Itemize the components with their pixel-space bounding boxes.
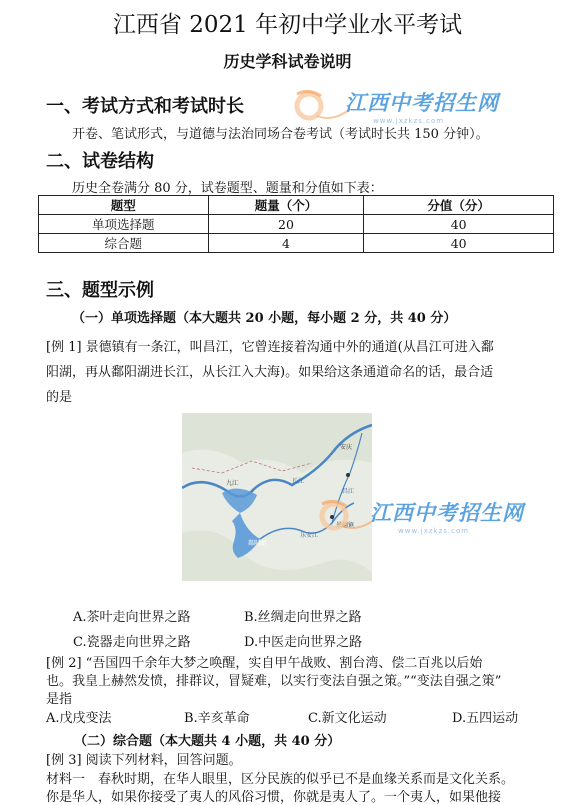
section2-heading: 二、试卷结构 (46, 151, 154, 172)
map-label: 安庆 (340, 444, 353, 451)
example3-line: [例 3] 阅读下列材料，回答问题。 (46, 753, 242, 768)
part1-heading: （一）单项选择题（本大题共 20 小题，每小题 2 分，共 40 分） (72, 311, 457, 326)
table-header: 题型 (39, 196, 209, 215)
page-subtitle: 历史学科试卷说明 (223, 52, 352, 71)
table-cell: 综合题 (39, 234, 209, 253)
section2-text: 历史全卷满分 80 分，试卷题型、题量和分值如下表： (72, 181, 383, 196)
map-label: 景德镇 (336, 522, 355, 529)
map-label: 乐安江 (300, 532, 319, 539)
watermark (312, 496, 524, 536)
material1-line: 材料一 春秋时期，在华人眼里，区分民族的似乎已不是血缘关系而是文化关系。 (46, 772, 515, 787)
example2-line: 也。我皇上赫然发愤，排群议，冒疑难，以实行变法自强之策。”“变法自强之策” (46, 674, 502, 689)
option-d: D.五四运动 (452, 711, 519, 726)
table-cell: 20 (208, 215, 364, 234)
map-label: 九江 (226, 480, 239, 487)
section1-text: 开卷、笔试形式，与道德与法治同场合卷考试（考试时长共 150 分钟）。 (72, 127, 489, 142)
table-header-row (39, 196, 554, 215)
map-label: 长江 (292, 478, 305, 485)
example1-line: 的是 (46, 390, 73, 405)
watermark-url: www.jxzkzs.com (373, 117, 445, 125)
table-cell: 单项选择题 (39, 215, 209, 234)
table-cell: 4 (208, 234, 364, 253)
section3-heading: 三、题型示例 (46, 280, 154, 301)
option-d: D.中医走向世界之路 (244, 635, 363, 650)
option-b: B.丝绸走向世界之路 (244, 610, 362, 625)
watermark-text: 江西中考招生网 (370, 501, 524, 525)
page-title: 江西省 2021 年初中学业水平考试 (112, 12, 463, 38)
option-a: A.茶叶走向世界之路 (73, 610, 191, 625)
option-c: C.新文化运动 (308, 711, 387, 726)
option-c: C.瓷器走向世界之路 (73, 635, 191, 650)
option-a: A.戊戌变法 (46, 711, 112, 726)
table-cell: 40 (364, 215, 554, 234)
example1-line: 阳湖，再从鄱阳湖进长江，从长江入大海)。如果给这条通道命名的话，最合适 (46, 365, 494, 380)
map-label: 昌江 (342, 488, 355, 495)
example1-line: [例 1] 景德镇有一条江，叫昌江，它曾连接着沟通中外的通道(从昌江可进入鄱 (46, 340, 494, 355)
map-label: 鄱阳湖 (248, 540, 267, 547)
part2-heading: （二）综合题（本大题共 4 小题，共 40 分） (74, 734, 341, 749)
table-row (39, 215, 554, 234)
watermark-url: www.jxzkzs.com (398, 527, 470, 535)
table-cell: 40 (364, 234, 554, 253)
option-b: B.辛亥革命 (184, 711, 250, 726)
example2-line: [例 2] “吾国四千余年大梦之唤醒，实自甲午战败、割台湾、偿二百兆以后始 (46, 656, 483, 671)
watermark (287, 86, 499, 126)
table-header: 题量（个） (208, 196, 364, 215)
section1-heading: 一、考试方式和考试时长 (46, 96, 244, 117)
table-header: 分值（分） (364, 196, 554, 215)
example2-line: 是指 (46, 692, 73, 707)
material1-line: 你是华人，如果你接受了夷人的风俗习惯，你就是夷人了。一个夷人，如果他接 (46, 790, 502, 805)
score-table (38, 195, 554, 253)
table-row (39, 234, 554, 253)
watermark-text: 江西中考招生网 (345, 91, 499, 115)
